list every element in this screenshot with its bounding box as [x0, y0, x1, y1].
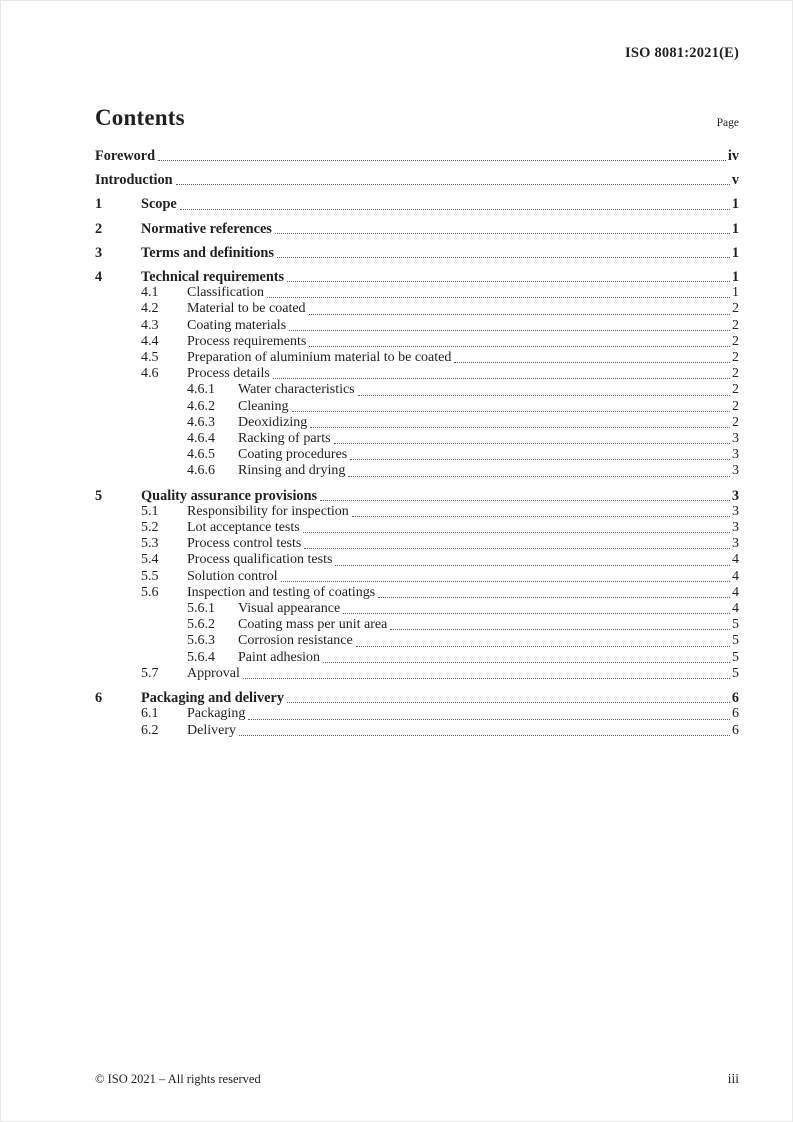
toc-entry[interactable] [95, 221, 739, 237]
dot-leader [236, 723, 732, 739]
toc-entry-label: Terms and definitions [141, 244, 274, 261]
toc-entry-label: Responsibility for inspection [187, 503, 349, 519]
toc-entry-number: 5.4 [141, 552, 159, 568]
toc-entry-number: 4.6.4 [187, 431, 215, 447]
toc-entry-number: 5.2 [141, 520, 159, 536]
toc-entry[interactable] [95, 269, 739, 285]
dot-leader [306, 334, 732, 350]
page-number: iii [727, 1071, 739, 1086]
toc-entry-page: 2 [732, 333, 739, 349]
toc-entry-number: 5.6.2 [187, 617, 215, 633]
toc-entry[interactable] [95, 504, 739, 520]
toc-entry-label: Corrosion resistance [238, 633, 353, 649]
dot-leader [331, 431, 732, 447]
toc-entry-number: 6.1 [141, 706, 159, 722]
toc-entry-number: 4.2 [141, 301, 159, 317]
toc-entry[interactable] [95, 399, 739, 415]
dot-leader [300, 520, 732, 536]
toc-entry-label: Visual appearance [238, 601, 341, 617]
toc-entry-label: Paint adhesion [238, 649, 321, 665]
dot-leader [301, 536, 732, 552]
dot-leader [349, 504, 732, 520]
dot-leader [387, 617, 732, 633]
toc-entry-label: Racking of parts [238, 431, 331, 447]
toc-entry[interactable] [95, 723, 739, 739]
toc-entry-label: Technical requirements [141, 269, 285, 286]
toc-entry[interactable] [95, 148, 739, 164]
toc-entry-page: 6 [732, 706, 739, 722]
toc-entry-page: 2 [732, 301, 739, 317]
toc-entry-number: 4.6.1 [187, 382, 215, 398]
toc-entry-page: 2 [732, 317, 739, 333]
toc-entry-label: Coating procedures [238, 447, 348, 463]
toc-entry[interactable] [95, 415, 739, 431]
toc-entry-label: Rinsing and drying [238, 463, 346, 479]
toc-entry-number: 5.6.1 [187, 601, 215, 617]
toc-entry[interactable] [95, 617, 739, 633]
toc-entry-label: Process details [187, 366, 270, 382]
toc-entry[interactable] [95, 569, 739, 585]
toc-entry-number: 5 [95, 487, 103, 504]
toc-entry-label: Process control tests [187, 536, 302, 552]
toc-entry-page: 6 [731, 690, 739, 707]
dot-leader [155, 148, 728, 164]
toc-entry-label: Foreword [95, 148, 156, 164]
toc-entry-label: Introduction [95, 172, 173, 189]
toc-entry-label: Delivery [187, 722, 236, 738]
page-title: Contents [95, 105, 185, 130]
toc-entry-page: 2 [732, 414, 739, 430]
toc-entry-page: 2 [732, 398, 739, 414]
toc-entry-label: Coating materials [187, 317, 287, 333]
toc-entry-page: v [731, 172, 739, 189]
toc-entry-number: 5.6.3 [187, 633, 215, 649]
dot-leader [306, 301, 732, 317]
dot-leader [375, 585, 732, 601]
toc-entry-page: 1 [732, 285, 739, 301]
toc-entry-number: 2 [95, 220, 103, 237]
dot-leader [173, 172, 732, 188]
toc-entry-label: Process qualification tests [187, 552, 333, 568]
toc-entry-page: 5 [732, 633, 739, 649]
toc-entry[interactable] [95, 196, 739, 212]
page-column-label: Page [716, 117, 739, 129]
toc-entry[interactable] [95, 350, 739, 366]
toc-entry-page: 3 [731, 487, 739, 504]
toc-entry-page: 3 [732, 463, 739, 479]
dot-leader [240, 666, 732, 682]
dot-leader [320, 650, 732, 666]
toc-entry-number: 5.5 [141, 568, 159, 584]
toc-entry-number: 4.3 [141, 317, 159, 333]
toc-entry-label: Water characteristics [238, 382, 355, 398]
toc-entry[interactable] [95, 382, 739, 398]
toc-entry-label: Classification [187, 285, 264, 301]
toc-entry-number: 4.6.6 [187, 463, 215, 479]
toc-entry-number: 5.1 [141, 503, 159, 519]
toc-entry[interactable] [95, 706, 739, 722]
toc-entry[interactable] [95, 318, 739, 334]
dot-leader [274, 245, 732, 261]
toc-entry-number: 4.1 [141, 285, 159, 301]
dot-leader [284, 269, 732, 285]
toc-entry[interactable] [95, 536, 739, 552]
dot-leader [245, 706, 732, 722]
contents-section [95, 105, 739, 739]
toc-entry[interactable] [95, 520, 739, 536]
dot-leader [272, 221, 732, 237]
dot-leader [355, 382, 732, 398]
toc-entry-label: Coating mass per unit area [238, 617, 388, 633]
toc-entry[interactable] [95, 447, 739, 463]
dot-leader [286, 318, 732, 334]
toc-entry[interactable] [95, 666, 739, 682]
toc-entry[interactable] [95, 601, 739, 617]
toc-entry-number: 4.4 [141, 333, 159, 349]
dot-leader [317, 488, 732, 504]
contents-header-row [95, 105, 739, 131]
toc-entry-label: Inspection and testing of coatings [187, 584, 376, 600]
toc-entry-number: 1 [95, 196, 103, 213]
document-reference: ISO 8081:2021(E) [625, 45, 739, 61]
toc-entry[interactable] [95, 463, 739, 479]
toc-entry-page: 3 [732, 536, 739, 552]
toc-entry-label: Lot acceptance tests [187, 520, 300, 536]
toc-entry-page: 3 [732, 431, 739, 447]
toc-entry-page: 5 [732, 617, 739, 633]
dot-leader [353, 633, 732, 649]
toc-entry-label: Quality assurance provisions [141, 487, 318, 504]
toc-entry-number: 3 [95, 244, 103, 261]
dot-leader [264, 285, 732, 301]
dot-leader [270, 366, 732, 382]
toc-entry-number: 4.6.3 [187, 414, 215, 430]
toc-entry-number: 5.3 [141, 536, 159, 552]
toc-entry[interactable] [95, 285, 739, 301]
toc-entry-page: 3 [732, 520, 739, 536]
toc-entry-page: 1 [731, 269, 739, 286]
toc-entry-page: 4 [732, 601, 739, 617]
dot-leader [347, 447, 732, 463]
toc-entry[interactable] [95, 172, 739, 188]
toc-entry[interactable] [95, 245, 739, 261]
toc-entry-page: 4 [732, 552, 739, 568]
toc-entry-label: Packaging and delivery [141, 690, 284, 707]
toc-entry-number: 5.6.4 [187, 649, 215, 665]
dot-leader [284, 690, 732, 706]
toc-entry-number: 4.5 [141, 350, 159, 366]
toc-entry[interactable] [95, 633, 739, 649]
toc-entry-page: 3 [732, 503, 739, 519]
toc-entry[interactable] [95, 431, 739, 447]
toc-entry-page: 5 [732, 665, 739, 681]
dot-leader [332, 552, 732, 568]
page-footer [95, 1071, 739, 1087]
dot-leader [307, 415, 732, 431]
toc-entry-page: 3 [732, 447, 739, 463]
toc-entry-page: 4 [732, 584, 739, 600]
table-of-contents [95, 148, 739, 739]
toc-entry[interactable] [95, 301, 739, 317]
toc-entry[interactable] [95, 650, 739, 666]
toc-entry-page: iv [727, 148, 739, 164]
toc-entry-number: 4 [95, 269, 103, 286]
toc-entry[interactable] [95, 488, 739, 504]
toc-entry-label: Material to be coated [187, 301, 306, 317]
dot-leader [289, 399, 732, 415]
toc-entry-label: Approval [187, 665, 240, 681]
toc-entry-number: 4.6.5 [187, 447, 215, 463]
toc-entry-label: Cleaning [238, 398, 289, 414]
toc-entry-page: 1 [731, 196, 739, 213]
toc-entry-page: 1 [731, 244, 739, 261]
dot-leader [340, 601, 732, 617]
toc-entry-page: 2 [732, 350, 739, 366]
toc-entry-page: 6 [732, 722, 739, 738]
toc-entry-page: 2 [732, 382, 739, 398]
toc-entry-page: 5 [732, 649, 739, 665]
toc-entry[interactable] [95, 552, 739, 568]
dot-leader [278, 569, 732, 585]
toc-entry-label: Packaging [187, 706, 246, 722]
toc-entry-label: Scope [141, 196, 177, 213]
toc-entry-page: 4 [732, 568, 739, 584]
toc-entry[interactable] [95, 334, 739, 350]
toc-entry[interactable] [95, 690, 739, 706]
toc-entry-label: Solution control [187, 568, 278, 584]
copyright-notice: © ISO 2021 – All rights reserved [95, 1072, 261, 1086]
dot-leader [345, 463, 732, 479]
toc-entry-number: 4.6 [141, 366, 159, 382]
toc-entry-number: 6.2 [141, 722, 159, 738]
toc-entry-number: 4.6.2 [187, 398, 215, 414]
toc-entry-number: 5.6 [141, 584, 159, 600]
dot-leader [177, 196, 732, 212]
toc-entry[interactable] [95, 366, 739, 382]
toc-entry-page: 1 [731, 220, 739, 237]
dot-leader [451, 350, 732, 366]
toc-entry[interactable] [95, 585, 739, 601]
toc-entry-label: Deoxidizing [238, 414, 308, 430]
toc-entry-number: 6 [95, 690, 103, 707]
toc-entry-page: 2 [732, 366, 739, 382]
toc-entry-label: Process requirements [187, 333, 307, 349]
toc-entry-label: Normative references [141, 220, 272, 237]
toc-entry-number: 5.7 [141, 665, 159, 681]
toc-entry-label: Preparation of aluminium material to be coated [187, 350, 452, 366]
